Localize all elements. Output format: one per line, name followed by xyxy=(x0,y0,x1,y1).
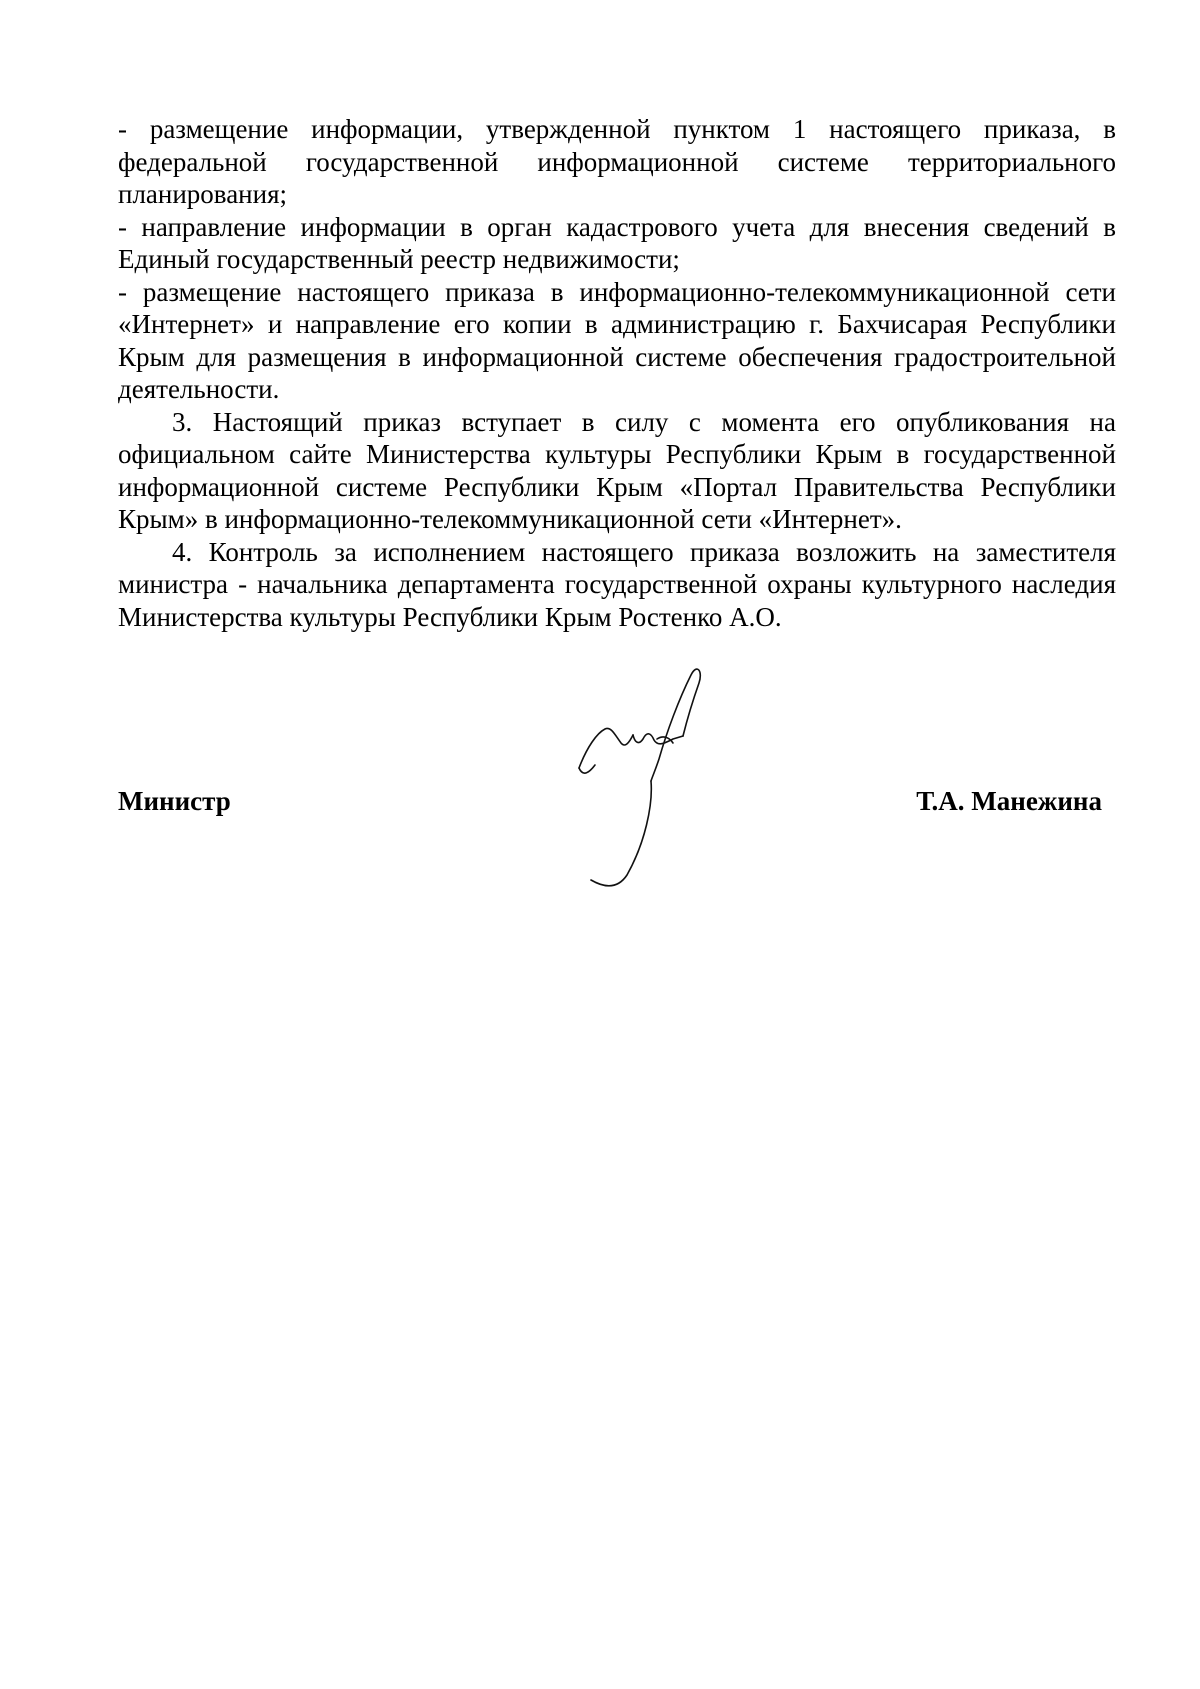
signatory-name: Т.А. Манежина xyxy=(916,786,1102,816)
clause-3-effective-date: 3. Настоящий приказ вступает в силу с момента его опубликования на официальном сайте Министерства культуры Республики Крым в государственной информационной системе Республики Крым «Портал Правительства Республики Крым» в информационно-телекоммуникационной сети «Интернет». xyxy=(118,406,1116,534)
list-item-cadastral-registry: - направление информации в орган кадастрового учета для внесения сведений в Единый государственный реестр недвижимости; xyxy=(118,211,1116,274)
handwritten-signature xyxy=(575,665,755,905)
clause-4-control: 4. Контроль за исполнением настоящего приказа возложить на заместителя министра - начальника департамента государственной охраны культурного наследия Министерства культуры Республики Крым Ростенко А.О. xyxy=(118,536,1116,632)
list-item-internet-publication: - размещение настоящего приказа в информационно-телекоммуникационной сети «Интернет» и направление его копии в администрацию г. Бахчисарая Республики Крым для размещения в информационной системе обеспечения градостроительной деятельности. xyxy=(118,276,1116,404)
signatory-title: Министр xyxy=(118,786,231,816)
list-item-fgis-publication: - размещение информации, утвержденной пунктом 1 настоящего приказа, в федеральной государственной информационной системе территориального планирования; xyxy=(118,114,1116,209)
document-body xyxy=(118,113,1116,633)
